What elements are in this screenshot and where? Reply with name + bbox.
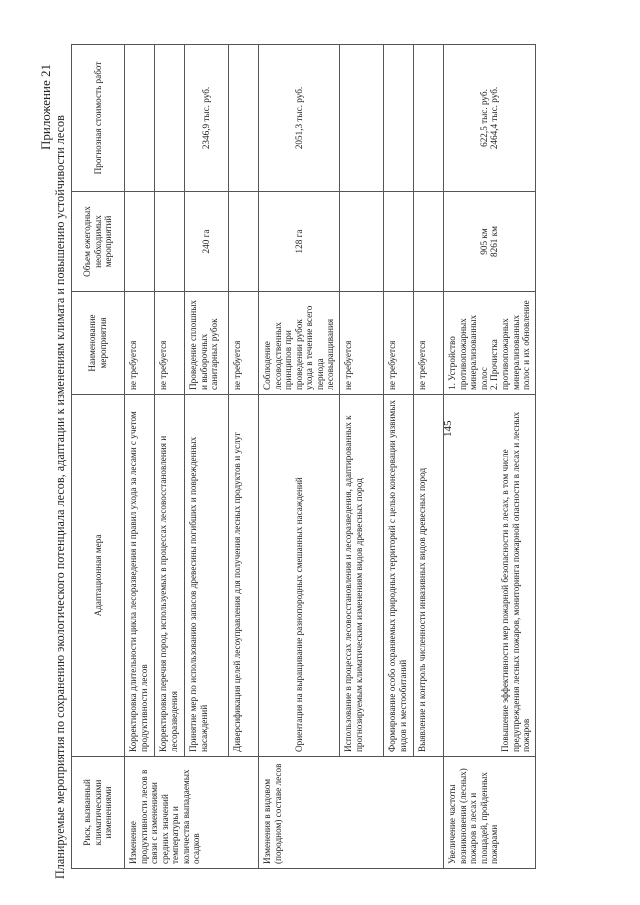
header-measure: Адаптационная мера [72,395,125,757]
name-cell: не требуется [229,292,259,395]
name-cell: не требуется [155,292,185,395]
measure-cell: Диверсификация целей лесоуправления для получения лесных продуктов и услуг [229,395,259,757]
table-row [384,45,414,869]
measure-cell: Ориентация на выращивание разнопородных смешанных насаждений [259,395,340,757]
cost-cell: 622,5 тыс. руб. 2464,4 тыс. руб. [444,45,536,192]
volume-cell [229,192,259,292]
measure-cell: Использование в процессах лесовосстановления и лесоразведения, адаптированных к прогнозируемым климатическим изменениям видов древесных пород [340,395,384,757]
name-cell: не требуется [384,292,414,395]
table-row [259,45,340,869]
measure-cell: Формирование особо охраняемых природных территорий с целью консервации уязвимых видов и местообитаний [384,395,414,757]
name-cell: не требуется [414,292,444,395]
cost-cell: 2346,9 тыс. руб. [185,45,229,192]
name-cell: Проведение сплошных и выборочных санитарных рубок [185,292,229,395]
cost-cell [340,45,384,192]
page-number: 145 [442,420,454,437]
table-row [155,45,185,869]
volume-cell: 905 км 8261 км [444,192,536,292]
name-cell: не требуется [340,292,384,395]
table-header-row [72,45,125,869]
measure-cell: Принятие мер по использованию запасов древесины погибших и поврежденных насаждений [185,395,229,757]
name-cell: 1. Устройство противопожарных минерализованных полос 2. Прочистка противопожарных минерализованных полос и их обновление [444,292,536,395]
header-volume: Объем ежегодных необходимых мероприятий [72,192,125,292]
appendix-label: Приложение 21 [38,64,53,151]
document-title: Планируемые мероприятия по сохранению экологического потенциала лесов, адаптации к изменениям климата и повышению устойчивости лесов [53,115,67,879]
volume-cell [125,192,155,292]
measures-table [71,44,536,869]
cost-cell [384,45,414,192]
measure-cell: Корректировка длительности цикла лесоразведения и правил ухода за лесами с учетом продуктивности лесов [125,395,155,757]
table-row [340,45,384,869]
table-row [185,45,229,869]
header-cost: Прогнозная стоимость работ [72,45,125,192]
cost-cell [155,45,185,192]
risk-cell: Изменения в видовом (породном) составе лесов [259,757,444,869]
cost-cell [229,45,259,192]
table-row [125,45,155,869]
risk-cell: Увеличение частоты возникновения (лесных) пожаров в лесах и площадей, пройденных пожарами [444,757,536,869]
volume-cell [340,192,384,292]
volume-cell [384,192,414,292]
risk-cell: Изменение продуктивности лесов в связи с изменениями средних значений температуры и количества выпадаемых осадков [125,757,259,869]
measure-cell: Корректировка перечня пород, используемых в процессах лесовосстановления и лесоразведения [155,395,185,757]
name-cell: не требуется [125,292,155,395]
volume-cell: 240 га [185,192,229,292]
header-risk: Риск, вызванный климатическими изменениями [72,757,125,869]
table-row [414,45,444,869]
measure-cell: Выявление и контроль численности инвазивных видов древесных пород [414,395,444,757]
volume-cell [414,192,444,292]
table-row [444,45,536,869]
table-row [229,45,259,869]
cost-cell: 2051,3 тыс. руб. [259,45,340,192]
volume-cell [155,192,185,292]
cost-cell [125,45,155,192]
measure-cell: Повышение эффективности мер пожарной безопасности в лесах, в том числе предупреждения лесных пожаров, мониторинга пожарной опасности в лесах и лесных пожаров [444,395,536,757]
cost-cell [414,45,444,192]
header-name: Наименование мероприятия [72,292,125,395]
volume-cell: 128 га [259,192,340,292]
name-cell: Соблюдение лесоводственных принципов при проведении рубок ухода в течение всего периода лесовыращивания [259,292,340,395]
